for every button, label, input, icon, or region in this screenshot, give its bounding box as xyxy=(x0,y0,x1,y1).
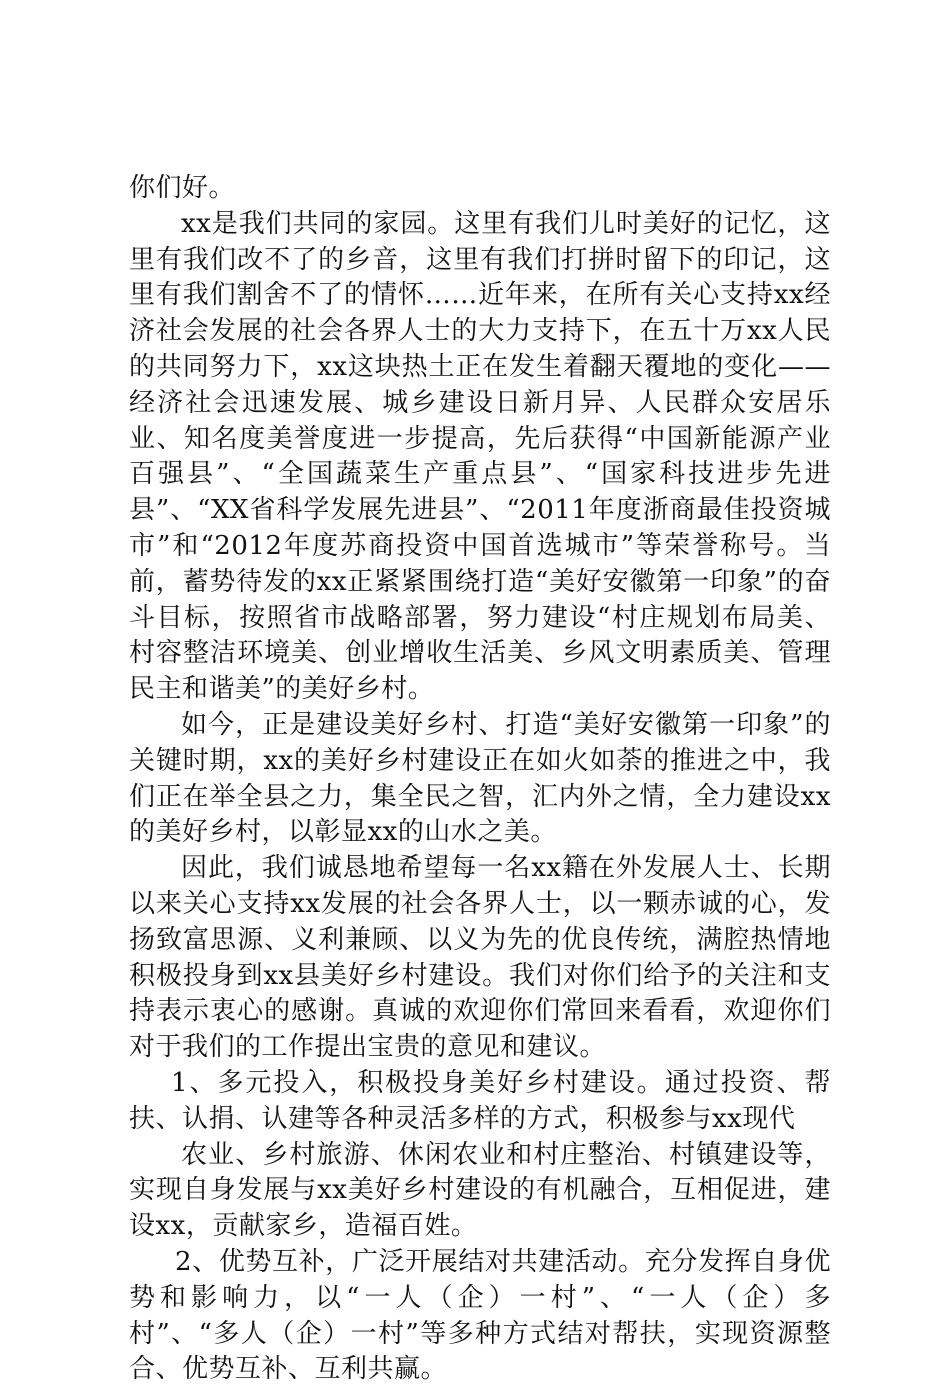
hometown-paragraph: xx是我们共同的家园。这里有我们儿时美好的记忆，这里有我们改不了的乡音，这里有我们打拼时留下的印记，这里有我们割舍不了的情怀……近年来，在所有关心支持xx经济社会发展的社会各界人士的大力支持下，在五十万xx人民的共同努力下，xx这块热土正在发生着翻天覆地的变化——经济社会迅速发展、城乡建设日新月异、人民群众安居乐业、知名度美誉度进一步提高，先后获得“中国新能源产业百强县”、“全国蔬菜生产重点县”、“国家科技进步先进县”、“XX省科学发展先进县”、“2011年度浙商最佳投资城市”和“2012年度苏商投资中国首选城市”等荣誉称号。当前，蓄势待发的xx正紧紧围绕打造“美好安徽第一印象”的奋斗目标，按照省市战略部署，努力建设“村庄规划布局美、村容整洁环境美、创业增收生活美、乡风文明素质美、管理民主和谐美”的美好乡村。 xyxy=(129,208,831,705)
list-item-1-continuation-paragraph: 农业、乡村旅游、休闲农业和村庄整治、村镇建设等，实现自身发展与xx美好乡村建设的有机融合，互相促进，建设xx，贡献家乡，造福百姓。 xyxy=(129,1139,831,1242)
greeting-paragraph: 你们好。 xyxy=(129,173,236,203)
list-item-1-paragraph: 1、多元投入，积极投身美好乡村建设。通过投资、帮扶、认捐、认建等各种灵活多样的方式，积极参与xx现代 xyxy=(129,1067,831,1134)
document-body xyxy=(129,171,831,1388)
current-period-paragraph: 如今，正是建设美好乡村、打造“美好安徽第一印象”的关键时期，xx的美好乡村建设正在如火如荼的推进之中，我们正在举全县之力，集全民之智，汇内外之情，全力建设xx的美好乡村，以彰显xx的山水之美。 xyxy=(129,709,831,848)
list-item-2-paragraph: 2、优势互补，广泛开展结对共建活动。充分发挥自身优势和影响力，以“一人（企）一村”、“一人（企）多村”、“多人（企）一村”等多种方式结对帮扶，实现资源整合、优势互补、互利共赢。 xyxy=(129,1246,831,1385)
appeal-paragraph: 因此，我们诚恳地希望每一名xx籍在外发展人士、长期以来关心支持xx发展的社会各界人士，以一颗赤诚的心，发扬致富思源、义利兼顾、以义为先的优良传统，满腔热情地积极投身到xx县美好乡村建设。我们对你们给予的关注和支持表示衷心的感谢。真诚的欢迎你们常回来看看，欢迎你们对于我们的工作提出宝贵的意见和建议。 xyxy=(129,853,831,1063)
